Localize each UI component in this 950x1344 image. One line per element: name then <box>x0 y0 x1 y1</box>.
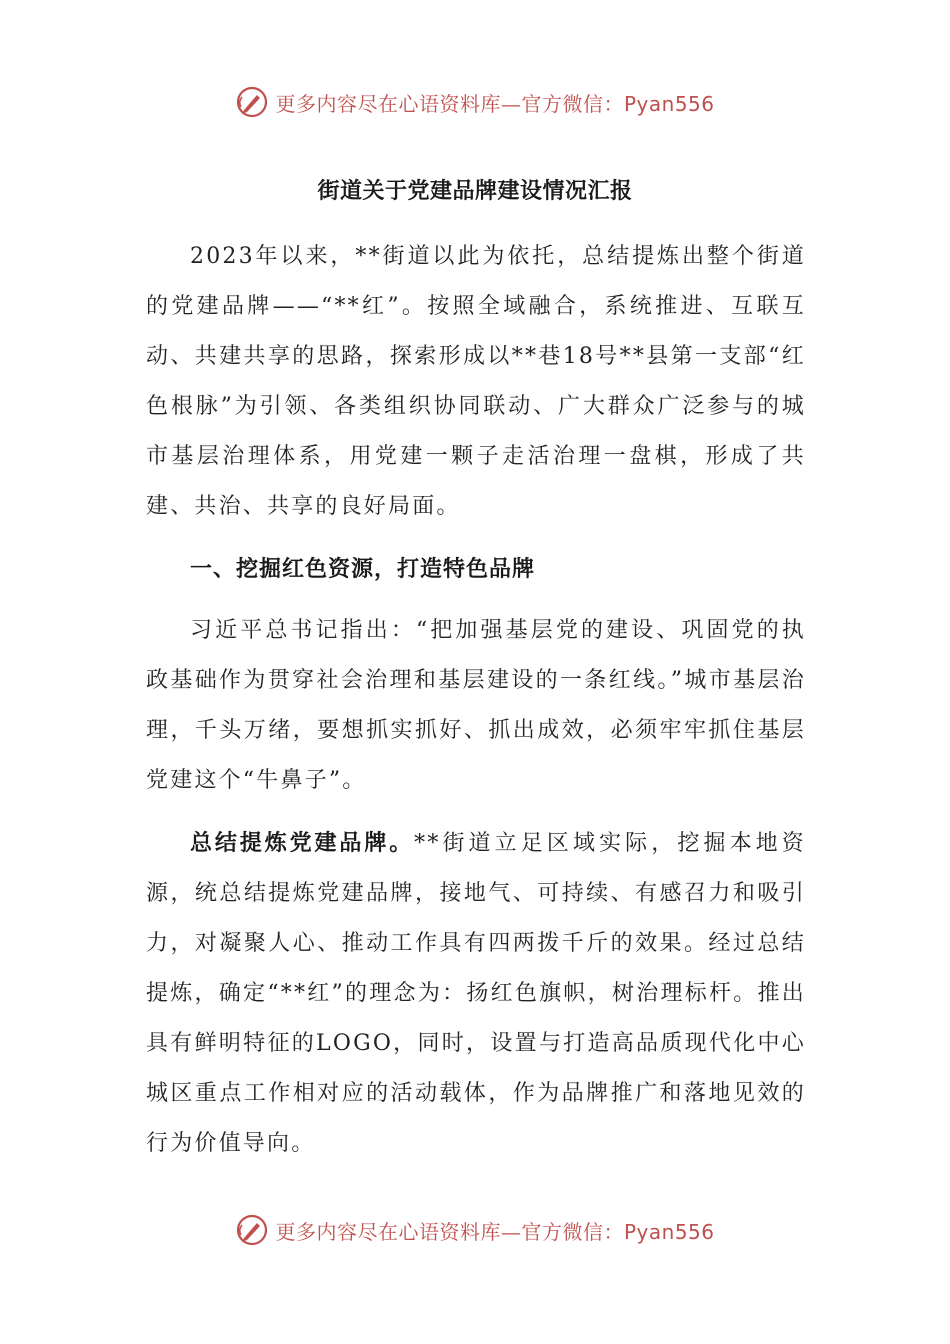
section-heading-1: 一、挖掘红色资源，打造特色品牌 <box>190 556 536 582</box>
document-body <box>146 232 806 1169</box>
banner-label: 更多内容尽在心语资料库—官方微信： <box>275 1219 624 1244</box>
banner-wechat-id: Pyan556 <box>623 1219 715 1244</box>
paragraph-lead: 总结提炼党建品牌。 <box>190 830 415 856</box>
paragraph-brand <box>146 818 806 1169</box>
banner-wechat-id: Pyan556 <box>623 91 715 116</box>
header-banner-text <box>275 88 714 117</box>
pen-logo-icon <box>235 85 269 119</box>
document-title: 街道关于党建品牌建设情况汇报 <box>317 178 633 204</box>
footer-banner <box>0 1210 950 1250</box>
paragraph-intro: 2023年以来，**街道以此为依托，总结提炼出整个街道的党建品牌——“**红”。按照全域融合，系统推进、互联互动、共建共享的思路，探索形成以**巷18号**县第一支部“红色根脉”为引领、各类组织协同联动、广大群众广泛参与的城市基层治理体系，用党建一颗子走活治理一盘棋，形成了共建、共治、共享的良好局面。 <box>146 244 806 519</box>
footer-banner-text <box>275 1216 714 1245</box>
paragraph-quote: 习近平总书记指出：“把加强基层党的建设、巩固党的执政基础作为贯穿社会治理和基层建设的一条红线。”城市基层治理，千头万绪，要想抓实抓好、抓出成效，必须牢牢抓住基层党建这个“牛鼻子”。 <box>146 618 806 793</box>
pen-logo-icon <box>235 1213 269 1247</box>
banner-label: 更多内容尽在心语资料库—官方微信： <box>275 91 624 116</box>
header-banner <box>0 82 950 122</box>
paragraph-brand-text: **街道立足区域实际，挖掘本地资源，统总结提炼党建品牌，接地气、可持续、有感召力和吸引力，对凝聚人心、推动工作具有四两拨千斤的效果。经过总结提炼，确定“**红”的理念为：扬红色旗帜，树治理标杆。推出具有鲜明特征的LOGO，同时，设置与打造高品质现代化中心城区重点工作相对应的活动载体，作为品牌推广和落地见效的行为价值导向。 <box>146 831 806 1156</box>
